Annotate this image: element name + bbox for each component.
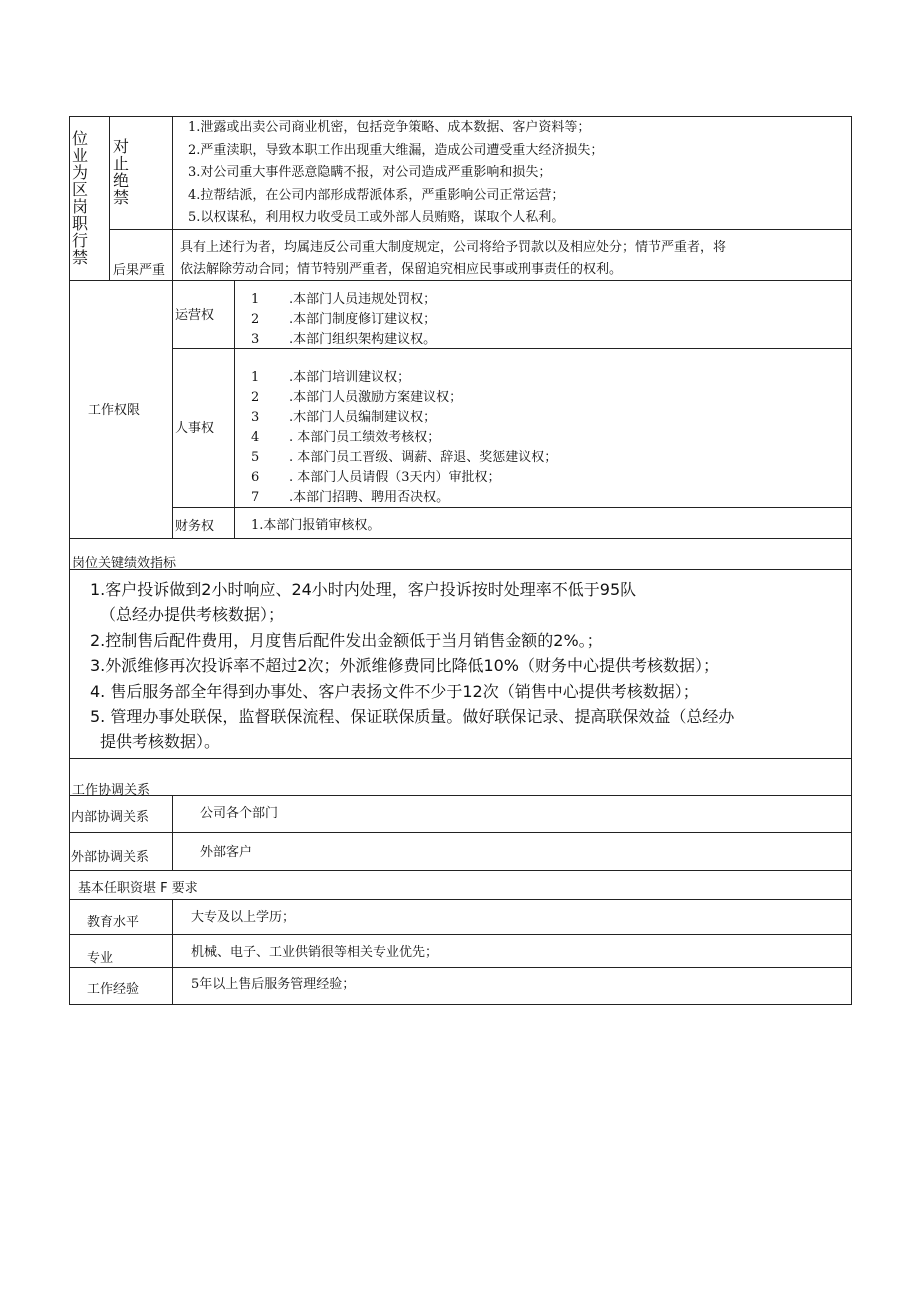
authority-item-text: . 本部门人员请假（3天内）审批权； — [289, 470, 501, 485]
authority-item-text: .木部门人员编制建议权； — [289, 410, 437, 425]
operations-authority-label: 运营权 — [175, 308, 215, 323]
authority-item-num: 5 — [251, 450, 260, 465]
authority-item-num: 3 — [251, 332, 260, 347]
experience-value: 5年以上售后服务管理经验； — [191, 977, 356, 992]
prohibited-item: 2.严重渎职，导致本职工作出现重大维漏，造成公司遭受重大经济损失； — [188, 143, 604, 158]
personnel-authority-label: 人事权 — [175, 421, 215, 436]
authority-item-text: .本部门制度修订建议权； — [289, 312, 437, 327]
authority-item-num: 2 — [251, 390, 260, 405]
major-value: 机械、电子、工业供销很等相关专业优先； — [191, 945, 439, 960]
kpi-line: 5. 管理办事处联保，监督联保流程、保证联保质量。做好联保记录、提高联保效益（总经办 — [90, 707, 735, 726]
authority-item-num: 7 — [251, 490, 260, 505]
external-coordination-value: 外部客户 — [200, 845, 253, 860]
kpi-title: 岗位关键绩效指标 — [72, 556, 177, 571]
kpi-line: 3.外派维修再次投诉率不超过2次；外派维修费同比降低10%（财务中心提供考核数据）； — [90, 656, 720, 675]
authority-item-text: .本部门组织架构建议权。 — [289, 332, 437, 347]
prohibited-label-char: 业 — [71, 146, 88, 165]
internal-coordination-value: 公司各个部门 — [200, 806, 279, 821]
authority-item-text: . 本部门员工晋级、调薪、辞退、奖惩建议权； — [289, 450, 558, 465]
finance-authority-label: 财务权 — [175, 519, 215, 534]
authority-item-num: 6 — [251, 470, 260, 485]
internal-coordination-label: 内部协调关系 — [71, 810, 150, 825]
major-label: 专业 — [87, 951, 114, 966]
prohibited-section-label — [71, 130, 89, 266]
external-coordination-label: 外部协调关系 — [71, 850, 150, 865]
consequence-line: 具有上述行为者，均属违反公司重大制度规定，公司将给予罚款以及相应处分；情节严重者，将 — [180, 240, 727, 255]
consequence-label: 后果严重 — [113, 263, 166, 278]
authority-item-num: 3 — [251, 410, 260, 425]
authority-item-text: .本部门人员违规处罚权； — [289, 292, 437, 307]
finance-authority-item: 1.本部门报销审核权。 — [251, 518, 381, 533]
work-authority-label: 工作权限 — [88, 403, 141, 418]
prohibited-item: 4.拉帮结派，在公司内部形成帮派体系，严重影响公司正常运营； — [188, 188, 565, 203]
authority-item-text: .本部门招聘、聘用否决权。 — [289, 490, 450, 505]
education-label: 教育水平 — [87, 915, 140, 930]
prohibited-item: 1.泄露或出卖公司商业机密，包括竞争策略、成本数据、客户资料等； — [188, 120, 591, 135]
authority-item-text: .本部门培训建议权； — [289, 370, 411, 385]
experience-label: 工作经验 — [87, 982, 140, 997]
authority-item-text: .本部门人员激励方案建议权； — [289, 390, 463, 405]
prohibited-label-char: 区 — [71, 180, 88, 199]
authority-item-num: 1 — [251, 292, 260, 307]
absolute-label-char: 对 — [112, 137, 129, 156]
prohibited-item: 3.对公司重大事件恶意隐瞒不报，对公司造成严重影响和损失； — [188, 165, 552, 180]
prohibited-label-char: 职 — [71, 214, 88, 233]
authority-item-num: 1 — [251, 370, 260, 385]
education-value: 大专及以上学历； — [191, 910, 296, 925]
prohibited-label-char: 为 — [71, 163, 88, 182]
absolute-prohibition-label — [112, 138, 130, 206]
kpi-line: 提供考核数据）。 — [100, 732, 221, 751]
absolute-label-char: 禁 — [112, 188, 129, 207]
kpi-line: （总经办提供考核数据）； — [100, 605, 285, 624]
prohibited-label-char: 行 — [71, 231, 88, 250]
coordination-title: 工作协调关系 — [72, 783, 151, 798]
authority-item-text: . 本部门员工绩效考核权； — [289, 430, 441, 445]
prohibited-item: 5.以权谋私，利用权力收受员工或外部人员贿赂，谋取个人私利。 — [188, 210, 565, 225]
prohibited-label-char: 禁 — [71, 248, 88, 267]
prohibited-label-char: 位 — [71, 129, 88, 148]
consequence-line: 依法解除劳动合同；情节特别严重者，保留追究相应民事或刑事责任的权利。 — [180, 262, 623, 277]
kpi-line: 2.控制售后配件费用，月度售后配件发出金额低于当月销售金额的2%。； — [90, 631, 603, 650]
absolute-label-char: 止 — [112, 154, 129, 173]
kpi-line: 4. 售后服务部全年得到办事处、客户表扬文件不少于12次（销售中心提供考核数据）； — [90, 682, 699, 701]
authority-item-num: 2 — [251, 312, 260, 327]
kpi-line: 1.客户投诉做到2小时响应、24小时内处理，客户投诉按时处理率不低于95队 — [90, 580, 637, 599]
absolute-label-char: 绝 — [112, 171, 129, 190]
qualifications-title: 基本任职资堪 F 要求 — [78, 881, 198, 896]
prohibited-label-char: 岗 — [71, 197, 88, 216]
authority-item-num: 4 — [251, 430, 260, 445]
